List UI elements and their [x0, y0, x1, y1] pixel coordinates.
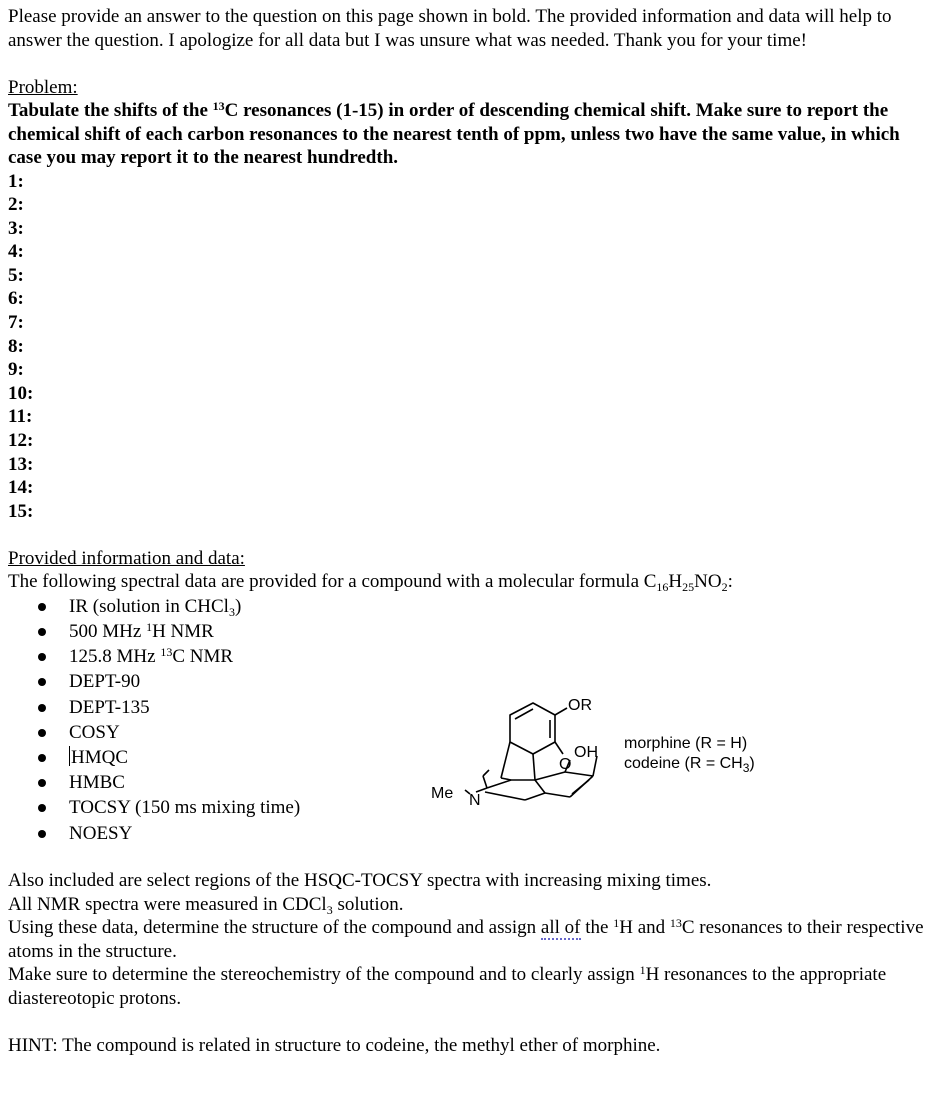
n-label: N: [469, 792, 481, 809]
question-part1: Tabulate the shifts of the: [8, 100, 213, 121]
item-text: HMBC: [69, 772, 125, 794]
answer-line[interactable]: [8, 193, 938, 217]
caption-codeine-pre: codeine (R = CH: [624, 755, 743, 772]
item-sup: 1: [146, 620, 153, 635]
line2-post: solution.: [332, 893, 404, 915]
item-text: DEPT-90: [69, 671, 141, 693]
ethano-bond: [483, 776, 487, 788]
answer-label: 2:: [8, 194, 24, 216]
line3-post: C resonances to their respective atoms in the structure.: [8, 917, 924, 962]
answer-line[interactable]: [8, 311, 938, 335]
hint-text: HINT: The compound is related in structure to codeine, the methyl ether of morphine.: [8, 1034, 661, 1056]
answer-label: 14:: [8, 477, 34, 499]
line2-sub: 3: [326, 902, 333, 917]
item-text: DEPT-135: [69, 696, 150, 718]
ring-bond: [535, 772, 565, 780]
item-text: TOCSY (150 ms mixing time): [69, 797, 301, 819]
answer-line[interactable]: [8, 382, 938, 406]
or-bond: [555, 708, 567, 715]
provided-heading: Provided information and data:: [8, 547, 245, 569]
line4-pre: Make sure to determine the stereochemistry of the compound and to clearly assign: [8, 964, 640, 986]
answer-line[interactable]: [8, 335, 938, 359]
answer-line[interactable]: [8, 287, 938, 311]
answer-label: 10:: [8, 382, 34, 404]
answer-label: 3:: [8, 217, 24, 239]
item-text: 125.8 MHz: [69, 646, 161, 668]
answer-label: 1:: [8, 170, 24, 192]
o-label: O: [559, 756, 572, 773]
answer-label: 9:: [8, 359, 24, 381]
item-text: COSY: [69, 721, 120, 743]
formula-h-sub: 25: [682, 580, 695, 595]
intro-paragraph: Please provide an answer to the question on this page shown in bold. The provided information and data will help to answer the question. I apologize for all data but I was unsure what was needed. Thank you for your time!: [8, 6, 892, 51]
line4-sup: 1: [639, 963, 646, 978]
answer-label: 8:: [8, 335, 24, 357]
oh-label: OH: [574, 744, 598, 761]
question-part2: C resonances (1-15) in order of descending chemical shift. Make sure to report the chemical shift of each carbon resonances to the nearest tenth of ppm, unless two have the same value, in which case you may report it to the nearest hundredth.: [8, 100, 900, 168]
caption-morphine: morphine (R = H): [624, 735, 748, 752]
closing-line-3: [8, 916, 938, 963]
line2-pre: All NMR spectra were measured in CDCl: [8, 893, 327, 915]
answer-label: 12:: [8, 430, 34, 452]
item-text: NOESY: [69, 822, 133, 844]
answer-label: 7:: [8, 312, 24, 334]
structure-caption: [624, 734, 755, 774]
spectrum-item-ir: [8, 594, 938, 619]
formula-o-sub: 2: [721, 580, 728, 595]
answer-line[interactable]: [8, 429, 938, 453]
bridge-bond: [501, 742, 510, 778]
spectrum-item-1h-nmr: [8, 619, 938, 644]
document-page: [8, 5, 938, 1057]
answer-line[interactable]: [8, 217, 938, 241]
ring-bond: [535, 780, 545, 793]
answer-label: 13:: [8, 453, 34, 475]
line3-sup1: 1: [613, 916, 620, 931]
question-sup: 13: [212, 99, 225, 113]
problem-heading: Problem:: [8, 76, 78, 98]
answer-line[interactable]: [8, 170, 938, 194]
item-sup: 13: [160, 645, 173, 660]
line3-pre: Using these data, determine the structure of the compound and assign: [8, 917, 541, 939]
line3-mid2: H and: [619, 917, 670, 939]
ether-bond: [555, 742, 563, 754]
spectrum-item-noesy: [8, 821, 938, 846]
problem-question: [8, 99, 938, 170]
item-text: HMQC: [71, 747, 129, 769]
aromatic-ring: [510, 703, 555, 754]
item-post: C NMR: [172, 646, 234, 668]
provided-lead: [8, 570, 938, 594]
line3-sup2: 13: [669, 916, 682, 931]
answer-line[interactable]: [8, 453, 938, 477]
formula-c-sub: 16: [656, 580, 669, 595]
caption-codeine-post: ): [749, 755, 755, 772]
ethano-bond: [487, 780, 511, 788]
me-label: Me: [431, 785, 454, 802]
answer-line[interactable]: [8, 264, 938, 288]
answer-line[interactable]: [8, 240, 938, 264]
quaternary-bond: [533, 754, 535, 780]
formula-end: :: [727, 571, 733, 593]
item-post: H NMR: [152, 621, 214, 643]
caption-codeine: [624, 754, 755, 774]
answer-line[interactable]: [8, 405, 938, 429]
item-sub: 3: [228, 604, 235, 619]
closing-line-2: [8, 893, 938, 917]
alkene-double-bond: [572, 780, 589, 794]
answer-label: 4:: [8, 241, 24, 263]
formula-h: H: [668, 571, 683, 593]
n-bond: [485, 792, 525, 800]
answer-line[interactable]: [8, 358, 938, 382]
closing-line-4: [8, 963, 938, 1010]
spellcheck-underline[interactable]: all of: [540, 917, 581, 939]
item-text: 500 MHz: [69, 621, 147, 643]
answer-label: 5:: [8, 264, 24, 286]
item-text: IR (solution in CHCl: [69, 595, 229, 617]
answer-line[interactable]: [8, 476, 938, 500]
or-label: OR: [568, 697, 592, 714]
answer-list: [8, 170, 938, 524]
item-post: ): [234, 595, 242, 617]
ring-bond: [525, 793, 545, 800]
answer-label: 11:: [8, 406, 33, 428]
spectrum-item-13c-nmr: [8, 644, 938, 669]
ethano-bond: [483, 770, 489, 776]
line3-mid: the: [580, 917, 614, 939]
answer-label: 6:: [8, 288, 24, 310]
answer-label: 15:: [8, 500, 34, 522]
answer-line[interactable]: [8, 500, 938, 524]
caption-codeine-sub: 3: [742, 761, 750, 775]
formula-no: NO: [694, 571, 722, 593]
ring-bond: [545, 793, 570, 797]
closing-line-1: Also included are select regions of the HSQC-TOCSY spectra with increasing mixing times.: [8, 870, 712, 892]
text-cursor: [69, 746, 70, 766]
line4-post: H resonances to the appropriate diastereotopic protons.: [8, 964, 887, 1009]
lead-text: The following spectral data are provided for a compound with a molecular formula C: [8, 571, 657, 593]
